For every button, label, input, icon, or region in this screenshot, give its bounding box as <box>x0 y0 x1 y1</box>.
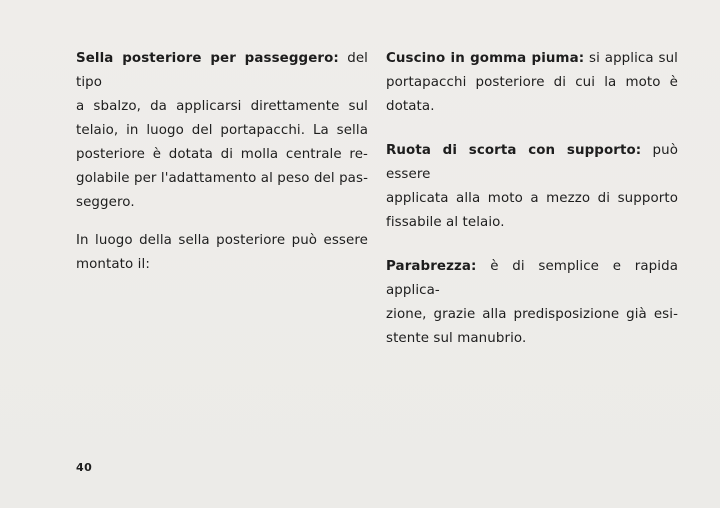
text-line: posteriore è dotata di molla centrale re- <box>76 147 368 162</box>
text-line: Cuscino in gomma piuma: si applica sul <box>386 51 678 66</box>
page-number: 40 <box>76 461 93 474</box>
paragraph-windshield <box>386 255 678 351</box>
text-line: seggero. <box>76 195 135 210</box>
text-line: Sella posteriore per passeggero: del tipo <box>76 51 368 90</box>
paragraph-rear-seat <box>76 47 368 215</box>
text-line: fissabile al telaio. <box>386 215 505 230</box>
text-line: montato il: <box>76 257 150 272</box>
lead-term: Ruota di scorta con supporto: <box>386 143 642 158</box>
text-line: Parabrezza: è di semplice e rapida applica- <box>386 259 678 298</box>
lead-term: Parabrezza: <box>386 259 477 274</box>
text-line: stente sul manubrio. <box>386 331 527 346</box>
text-line: golabile per l'adattamento al peso del pas- <box>76 171 368 186</box>
left-column <box>76 47 368 291</box>
text-line: portapacchi posteriore di cui la moto è <box>386 75 678 90</box>
paragraph-spare-wheel <box>386 139 678 235</box>
text-line: telaio, in luogo del portapacchi. La sella <box>76 123 368 138</box>
text-line: dotata. <box>386 99 435 114</box>
lead-term: Cuscino in gomma piuma: <box>386 51 585 66</box>
text-line: applicata alla moto a mezzo di supporto <box>386 191 678 206</box>
paragraph-foam-cushion <box>386 47 678 119</box>
right-column <box>386 47 678 371</box>
text-line: a sbalzo, da applicarsi direttamente sul <box>76 99 368 114</box>
text-line: Ruota di scorta con supporto: può essere <box>386 143 678 182</box>
text-line: In luogo della sella posteriore può essere <box>76 233 368 248</box>
text-line: zione, grazie alla predisposizione già esi- <box>386 307 678 322</box>
lead-term: Sella posteriore per passeggero: <box>76 51 339 66</box>
paragraph-alternative <box>76 229 368 277</box>
